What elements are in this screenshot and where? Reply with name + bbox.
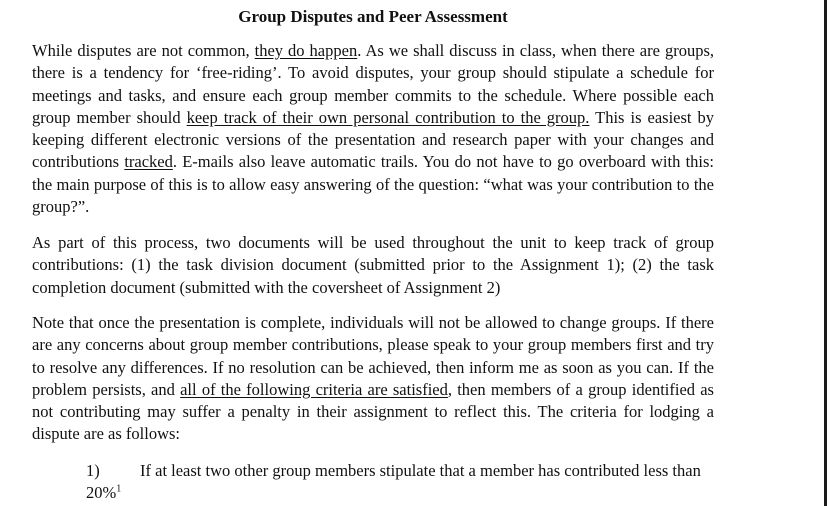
paragraph-documents: As part of this process, two documents will be used throughout the unit to keep track of group contributions: (1) the task division document (submitted prior to the Assignment 1); (2) the task completion document (submitted with the coversheet of Assignment 2) [32,233,714,297]
paragraph-disputes [32,40,714,218]
text-run: This is easiest by keeping different electronic versions of the presentation and research paper with your changes and contributions [32,107,714,172]
list-item [86,460,714,505]
footnote-marker[interactable]: 1 [116,483,122,495]
list-number: 1) [86,461,100,480]
text-run: While disputes are not common, [32,41,255,60]
underlined-text: keep track of their own personal contribution to the group. [186,107,590,127]
text-run: Note that once the presentation is complete, individuals will not be allowed to change groups. If there are any concerns about group member contributions, please speak to your group members first and try to resolve any differences. If no resolution can be achieved, then inform me as soon as you can. If the problem persists, and [32,313,714,399]
underlined-text: tracked [124,152,173,172]
text-run: . As we shall discuss in class, when there are groups, there is a tendency for ‘free-riding’. To avoid disputes, your group should stipulate a schedule for meetings and tasks, and ensure each group member commits to the schedule. Where possible each group member should [32,41,714,127]
list-text: If at least two other group members stipulate that a member has contributed less than 20% [86,461,701,503]
underlined-text: all of the following criteria are satisfied [180,379,448,399]
paragraph-criteria [32,312,714,446]
text-run: , then members of a group identified as not contributing may suffer a penalty in their assignment to reflect this. The criteria for lodging a dispute are as follows: [32,379,714,444]
document-title: Group Disputes and Peer Assessment [238,7,508,26]
text-run: . E-mails also leave automatic trails. You do not have to go overboard with this: the main purpose of this is to allow easy answering of the question: “what was your contribution to the group?”. [32,152,714,217]
underlined-text: they do happen [254,41,358,60]
